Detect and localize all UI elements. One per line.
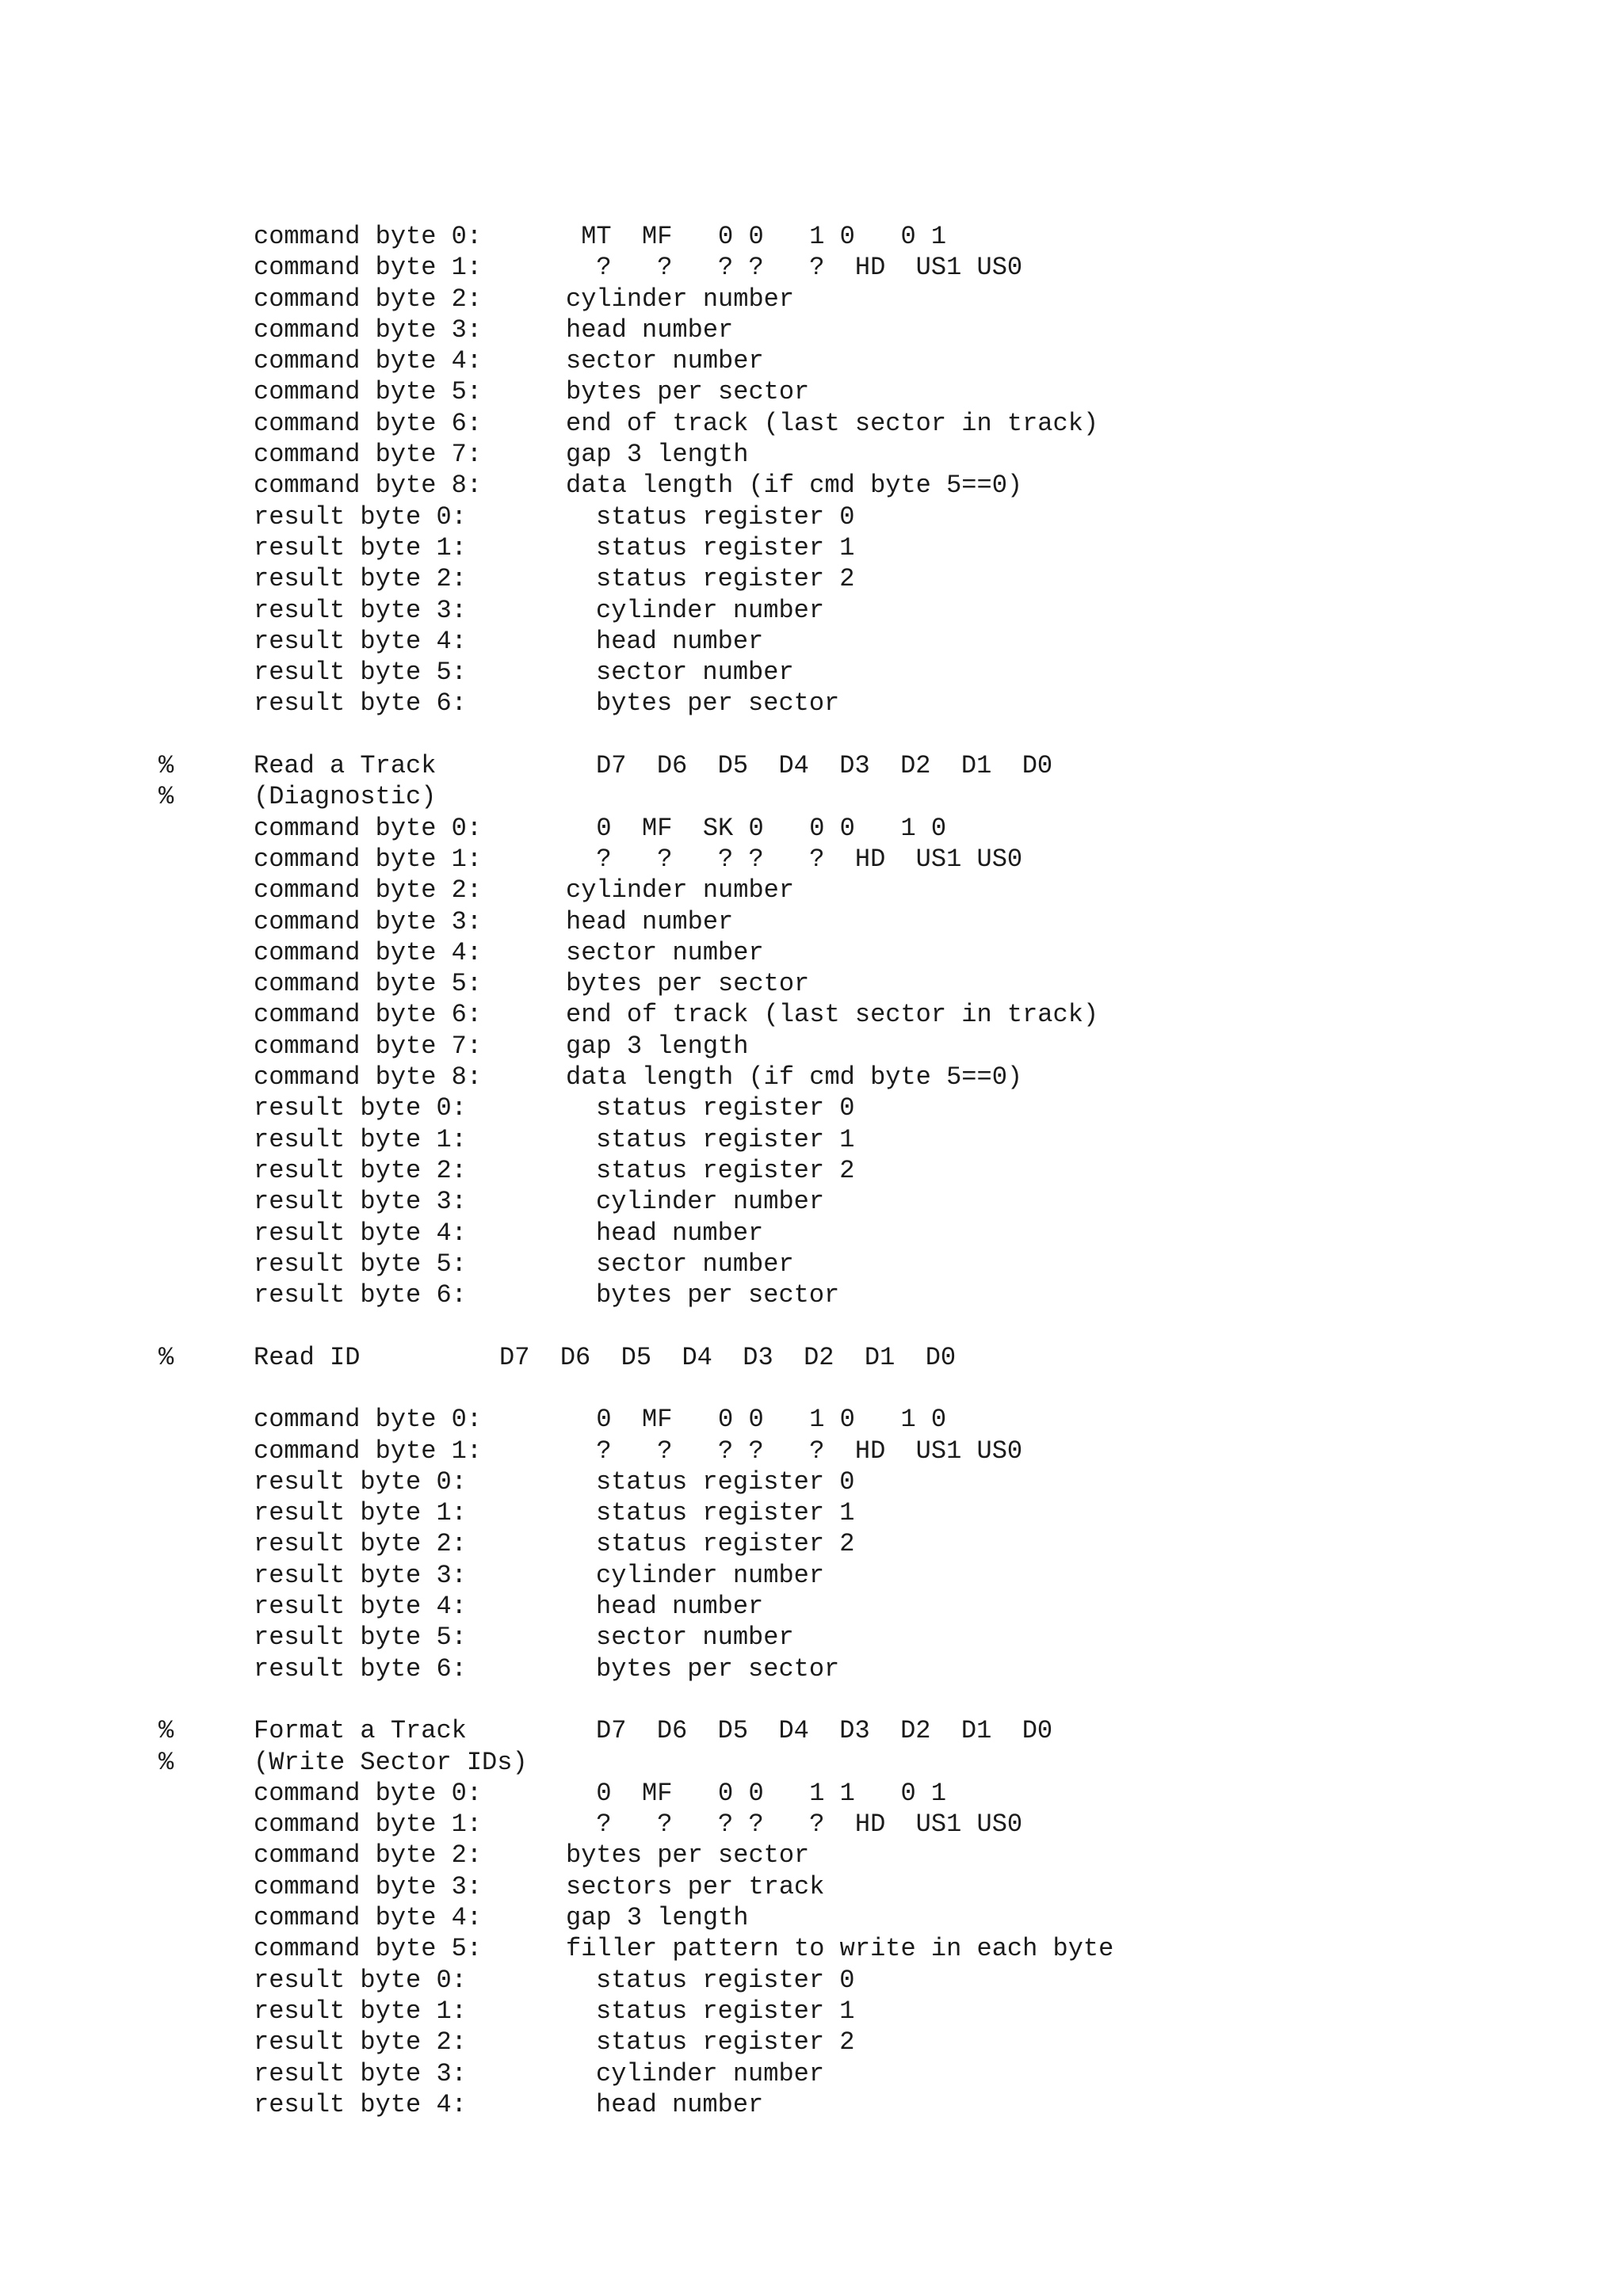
result-byte-row xyxy=(0,1093,1623,1123)
result-byte-row xyxy=(0,532,1623,563)
byte-value: ? ? ? ? ? HD US1 US0 xyxy=(566,253,1023,283)
byte-value: bytes per sector xyxy=(566,377,810,407)
byte-value: head number xyxy=(596,626,764,656)
byte-value: MT MF 0 0 1 0 0 1 xyxy=(566,222,947,251)
byte-label: result byte 4: xyxy=(254,2089,467,2119)
result-byte-row xyxy=(0,1249,1623,1280)
section-subtitle: (Write Sector IDs) xyxy=(254,1747,528,1777)
result-byte-row xyxy=(0,1591,1623,1622)
command-byte-row xyxy=(0,221,1623,252)
result-byte-row xyxy=(0,2058,1623,2089)
byte-label: command byte 0: xyxy=(254,813,483,843)
byte-value: status register 2 xyxy=(596,2027,855,2058)
result-byte-row xyxy=(0,1186,1623,1217)
section-title: Format a Track xyxy=(254,1716,467,1746)
byte-value: sector number xyxy=(566,346,764,376)
byte-value: end of track (last sector in track) xyxy=(566,408,1099,438)
byte-label: command byte 7: xyxy=(254,1031,483,1061)
command-byte-row xyxy=(0,315,1623,345)
command-byte-row xyxy=(0,999,1623,1030)
byte-label: command byte 6: xyxy=(254,1000,483,1030)
byte-label: command byte 2: xyxy=(254,875,483,906)
result-byte-row xyxy=(0,1218,1623,1249)
section-title-line xyxy=(0,750,1623,781)
byte-value: status register 0 xyxy=(596,1093,855,1123)
byte-value: sector number xyxy=(596,658,794,688)
result-byte-row xyxy=(0,1996,1623,2027)
byte-value: cylinder number xyxy=(566,284,795,314)
command-byte-row xyxy=(0,408,1623,439)
byte-label: result byte 2: xyxy=(254,2027,467,2058)
byte-value: bytes per sector xyxy=(566,1840,810,1871)
byte-label: result byte 0: xyxy=(254,502,467,532)
result-byte-row xyxy=(0,688,1623,719)
byte-value: ? ? ? ? ? HD US1 US0 xyxy=(566,1436,1023,1466)
byte-label: command byte 1: xyxy=(254,253,483,283)
command-byte-row xyxy=(0,439,1623,470)
command-byte-row xyxy=(0,1840,1623,1871)
byte-value: status register 2 xyxy=(596,1155,855,1185)
byte-label: command byte 2: xyxy=(254,1840,483,1871)
byte-value: status register 0 xyxy=(596,502,855,532)
command-byte-row xyxy=(0,937,1623,968)
command-byte-row xyxy=(0,813,1623,844)
byte-label: result byte 3: xyxy=(254,595,467,625)
command-byte-row xyxy=(0,376,1623,407)
bit-header: D7 D6 D5 D4 D3 D2 D1 D0 xyxy=(596,1716,1053,1746)
section-title-line xyxy=(0,1715,1623,1746)
byte-value: status register 0 xyxy=(596,1466,855,1497)
byte-value: cylinder number xyxy=(566,875,795,906)
byte-label: result byte 3: xyxy=(254,2058,467,2088)
command-byte-row xyxy=(0,470,1623,501)
byte-value: cylinder number xyxy=(596,595,825,625)
byte-value: status register 2 xyxy=(596,1529,855,1559)
byte-value: 0 MF SK 0 0 0 1 0 xyxy=(566,813,947,843)
section-title-line xyxy=(0,1342,1623,1373)
command-byte-row xyxy=(0,345,1623,376)
section-subtitle-line xyxy=(0,1747,1623,1778)
byte-label: result byte 1: xyxy=(254,1498,467,1528)
command-byte-row xyxy=(0,1933,1623,1964)
byte-label: result byte 4: xyxy=(254,626,467,656)
byte-value: head number xyxy=(596,2089,764,2119)
result-byte-row xyxy=(0,1155,1623,1186)
byte-label: command byte 4: xyxy=(254,937,483,967)
command-byte-row xyxy=(0,906,1623,937)
byte-label: result byte 1: xyxy=(254,1996,467,2026)
section-title: Read a Track xyxy=(254,751,437,781)
byte-value: 0 MF 0 0 1 1 0 1 xyxy=(566,1778,947,1808)
command-byte-row xyxy=(0,1778,1623,1809)
byte-value: sectors per track xyxy=(566,1871,825,1901)
byte-value: gap 3 length xyxy=(566,440,749,470)
result-byte-row xyxy=(0,595,1623,626)
result-byte-row xyxy=(0,1653,1623,1684)
byte-label: result byte 0: xyxy=(254,1466,467,1497)
byte-label: result byte 5: xyxy=(254,1249,467,1279)
result-byte-row xyxy=(0,1466,1623,1497)
byte-label: command byte 4: xyxy=(254,346,483,376)
byte-label: result byte 1: xyxy=(254,532,467,563)
blank-line xyxy=(0,1310,1623,1341)
byte-value: cylinder number xyxy=(596,1560,825,1590)
byte-value: bytes per sector xyxy=(596,688,840,719)
percent-marker: % xyxy=(158,1747,174,1777)
result-byte-row xyxy=(0,2027,1623,2058)
byte-value: cylinder number xyxy=(596,1187,825,1217)
result-byte-row xyxy=(0,1280,1623,1310)
byte-value: sector number xyxy=(596,1249,794,1279)
byte-label: command byte 5: xyxy=(254,377,483,407)
byte-value: head number xyxy=(596,1218,764,1248)
byte-value: gap 3 length xyxy=(566,1031,749,1061)
section-subtitle: (Diagnostic) xyxy=(254,782,437,812)
byte-label: command byte 3: xyxy=(254,315,483,345)
bit-header: D7 D6 D5 D4 D3 D2 D1 D0 xyxy=(596,751,1053,781)
byte-label: command byte 4: xyxy=(254,1903,483,1933)
result-byte-row xyxy=(0,502,1623,532)
byte-label: result byte 6: xyxy=(254,688,467,719)
document-body xyxy=(0,221,1623,2120)
byte-label: command byte 6: xyxy=(254,408,483,438)
command-byte-row xyxy=(0,1404,1623,1435)
byte-label: command byte 7: xyxy=(254,440,483,470)
command-byte-row xyxy=(0,968,1623,999)
section-subtitle-line xyxy=(0,781,1623,812)
byte-label: command byte 5: xyxy=(254,1934,483,1964)
byte-value: head number xyxy=(596,1592,764,1622)
command-byte-row xyxy=(0,1062,1623,1093)
byte-label: result byte 6: xyxy=(254,1653,467,1684)
result-byte-row xyxy=(0,1124,1623,1155)
byte-label: result byte 4: xyxy=(254,1218,467,1248)
byte-value: filler pattern to write in each byte xyxy=(566,1934,1114,1964)
byte-value: end of track (last sector in track) xyxy=(566,1000,1099,1030)
byte-value: sector number xyxy=(596,1623,794,1653)
section-title: Read ID xyxy=(254,1342,361,1372)
byte-label: result byte 4: xyxy=(254,1592,467,1622)
byte-value: sector number xyxy=(566,937,764,967)
byte-label: command byte 8: xyxy=(254,1062,483,1093)
byte-label: command byte 3: xyxy=(254,906,483,936)
byte-label: result byte 0: xyxy=(254,1965,467,1995)
command-byte-row xyxy=(0,844,1623,875)
byte-value: status register 1 xyxy=(596,532,855,563)
blank-line xyxy=(0,1684,1623,1715)
result-byte-row xyxy=(0,2089,1623,2120)
byte-label: command byte 0: xyxy=(254,222,483,251)
byte-label: command byte 5: xyxy=(254,969,483,999)
byte-label: command byte 3: xyxy=(254,1871,483,1901)
byte-label: result byte 3: xyxy=(254,1560,467,1590)
byte-label: command byte 8: xyxy=(254,471,483,501)
command-byte-row xyxy=(0,1436,1623,1466)
percent-marker: % xyxy=(158,751,174,781)
result-byte-row xyxy=(0,1560,1623,1591)
byte-label: command byte 2: xyxy=(254,284,483,314)
byte-value: bytes per sector xyxy=(596,1653,840,1684)
byte-value: 0 MF 0 0 1 0 1 0 xyxy=(566,1405,947,1435)
byte-value: status register 2 xyxy=(596,564,855,594)
byte-label: command byte 0: xyxy=(254,1405,483,1435)
result-byte-row xyxy=(0,1528,1623,1559)
command-byte-row xyxy=(0,1809,1623,1840)
byte-value: data length (if cmd byte 5==0) xyxy=(566,471,1023,501)
command-byte-row xyxy=(0,1871,1623,1902)
percent-marker: % xyxy=(158,782,174,812)
result-byte-row xyxy=(0,657,1623,688)
byte-value: ? ? ? ? ? HD US1 US0 xyxy=(566,844,1023,874)
command-byte-row xyxy=(0,1031,1623,1062)
byte-label: command byte 1: xyxy=(254,1810,483,1840)
byte-value: status register 0 xyxy=(596,1965,855,1995)
byte-value: head number xyxy=(566,315,734,345)
byte-label: command byte 1: xyxy=(254,1436,483,1466)
byte-label: result byte 2: xyxy=(254,1529,467,1559)
byte-value: bytes per sector xyxy=(596,1280,840,1310)
byte-label: command byte 0: xyxy=(254,1778,483,1808)
byte-value: status register 1 xyxy=(596,1498,855,1528)
command-byte-row xyxy=(0,1902,1623,1933)
result-byte-row xyxy=(0,626,1623,657)
result-byte-row xyxy=(0,1622,1623,1653)
byte-value: head number xyxy=(566,906,734,936)
percent-marker: % xyxy=(158,1716,174,1746)
percent-marker: % xyxy=(158,1342,174,1372)
byte-value: bytes per sector xyxy=(566,969,810,999)
command-byte-row xyxy=(0,875,1623,906)
byte-value: data length (if cmd byte 5==0) xyxy=(566,1062,1023,1093)
byte-label: result byte 3: xyxy=(254,1187,467,1217)
byte-label: result byte 2: xyxy=(254,564,467,594)
result-byte-row xyxy=(0,563,1623,594)
byte-label: result byte 2: xyxy=(254,1155,467,1185)
byte-value: ? ? ? ? ? HD US1 US0 xyxy=(566,1810,1023,1840)
result-byte-row xyxy=(0,1965,1623,1996)
byte-label: command byte 1: xyxy=(254,844,483,874)
byte-value: cylinder number xyxy=(596,2058,825,2088)
byte-value: status register 1 xyxy=(596,1124,855,1154)
byte-label: result byte 6: xyxy=(254,1280,467,1310)
command-byte-row xyxy=(0,252,1623,283)
blank-line xyxy=(0,1373,1623,1404)
byte-label: result byte 1: xyxy=(254,1124,467,1154)
command-byte-row xyxy=(0,284,1623,315)
bit-header: D7 D6 D5 D4 D3 D2 D1 D0 xyxy=(499,1342,957,1372)
byte-label: result byte 5: xyxy=(254,658,467,688)
byte-value: gap 3 length xyxy=(566,1903,749,1933)
result-byte-row xyxy=(0,1497,1623,1528)
byte-value: status register 1 xyxy=(596,1996,855,2026)
byte-label: result byte 5: xyxy=(254,1623,467,1653)
byte-label: result byte 0: xyxy=(254,1093,467,1123)
blank-line xyxy=(0,719,1623,750)
